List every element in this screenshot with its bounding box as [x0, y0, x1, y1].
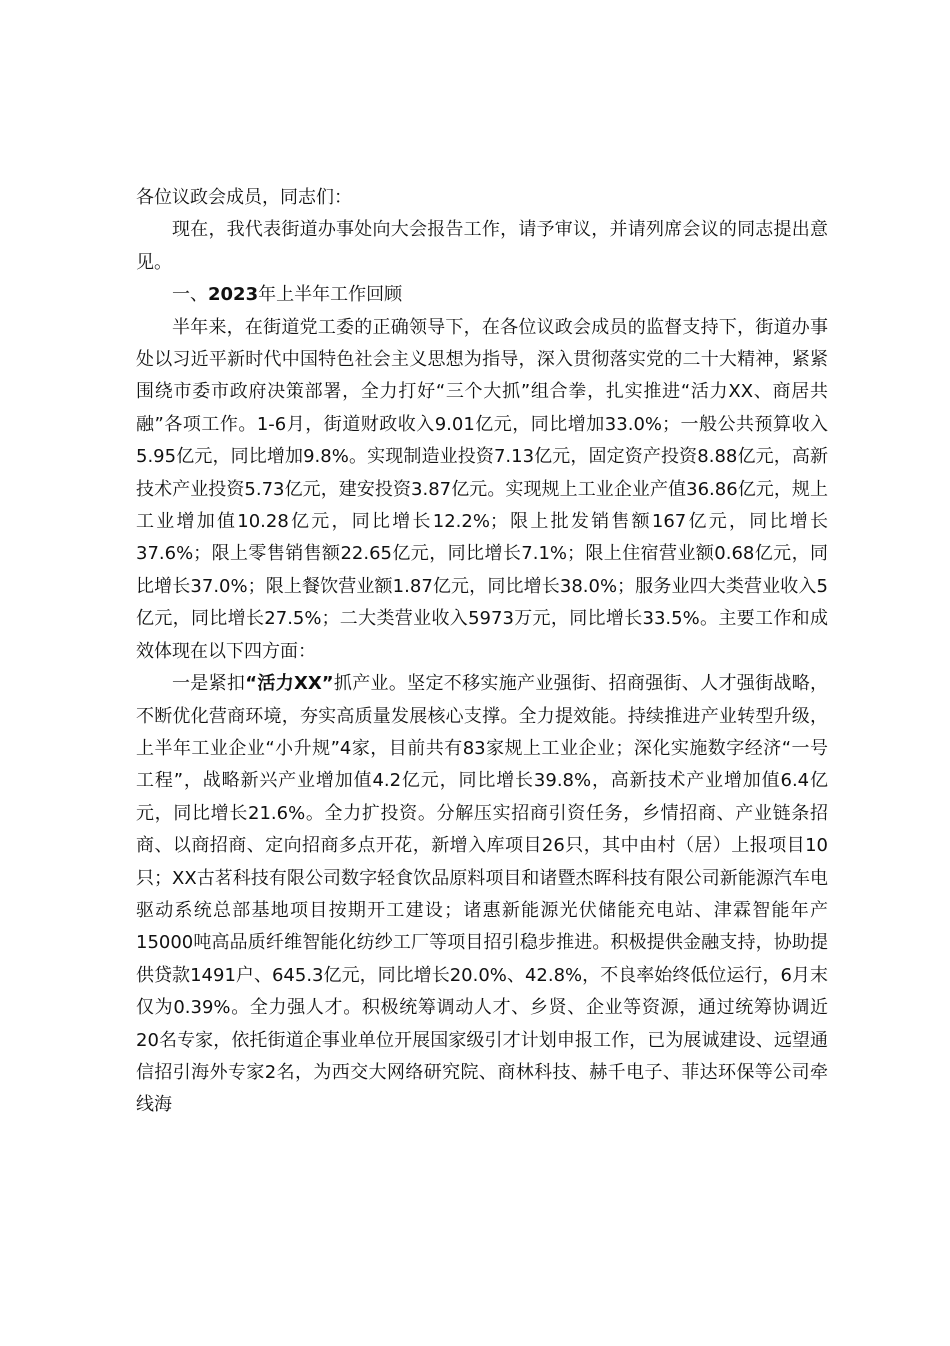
industry-body: 坚定不移实施产业强街、招商强街、人才强街战略，不断优化营商环境，夯实高质量发展核心支撑。全力提效能。持续推进产业转型升级，上半年工业企业“小升规”4家，目前共有83家规上工业企业；深化实施数字经济“一号工程”，战略新兴产业增加值4.2亿元，同比增长39.8%，高新技术产业增加值6.4亿元，同比增长21.6%。全力扩投资。分解压实招商引资任务，乡情招商、产业链条招商、以商招商、定向招商多点开花，新增入库项目26只，其中由村（居）上报项目10只；XX古茗科技有限公司数字轻食饮品原料项目和诸暨杰晖科技有限公司新能源汽车电驱动系统总部基地项目按期开工建设；诸惠新能源光伏储能充电站、津霖智能年产15000吨高品质纤维智能化纺纱工厂等项目招引稳步推进。积极提供金融支持，协助提供贷款1491户、645.3亿元，同比增长20.0%、42.8%，不良率始终低位运行，6月末仅为0.39%。全力强人才。积极统筹调动人才、乡贤、企业等资源，通过统筹协调近20名专家，依托街道企事业单位开展国家级引才计划申报工作，已为展诚建设、远望通信招引海外专家2名，为西交大网络研究院、商林科技、赫千电子、菲达环保等公司牵线海 [136, 673, 829, 1116]
section-heading-prefix: 一、 [172, 284, 208, 306]
section-heading [136, 279, 828, 311]
salutation: 各位议政会成员，同志们： [136, 187, 352, 208]
document-body [136, 182, 828, 1122]
industry-paragraph [136, 668, 828, 1122]
section-heading-suffix: 年上半年工作回顾 [258, 284, 403, 306]
industry-lead: 一是紧扣 [172, 673, 246, 695]
section-heading-year: 2023 [208, 284, 259, 306]
intro-paragraph: 现在，我代表街道办事处向大会报告工作，请予审议，并请列席会议的同志提出意见。 [136, 219, 828, 273]
review-paragraph: 半年来，在街道党工委的正确领导下，在各位议政会成员的监督支持下，街道办事处以习近平新时代中国特色社会主义思想为指导，深入贯彻落实党的二十大精神，紧紧围绕市委市政府决策部署，全力打好“三个大抓”组合拳，扎实推进“活力XX、商居共融”各项工作。1-6月，街道财政收入9.01亿元，同比增加33.0%；一般公共预算收入5.95亿元，同比增加9.8%。实现制造业投资7.13亿元，固定资产投资8.88亿元，高新技术产业投资5.73亿元，建安投资3.87亿元。实现规上工业企业产值36.86亿元，规上工业增加值10.28亿元，同比增长12.2%；限上批发销售额167亿元，同比增长37.6%；限上零售销售额22.65亿元，同比增长7.1%；限上住宿营业额0.68亿元，同比增长37.0%；限上餐饮营业额1.87亿元，同比增长38.0%；服务业四大类营业收入5亿元，同比增长27.5%；二大类营业收入5973万元，同比增长33.5%。主要工作和成效体现在以下四方面： [136, 316, 828, 662]
industry-lead-bold: “活力XX” [245, 673, 334, 695]
industry-lead-end: 抓产业。 [333, 673, 408, 695]
